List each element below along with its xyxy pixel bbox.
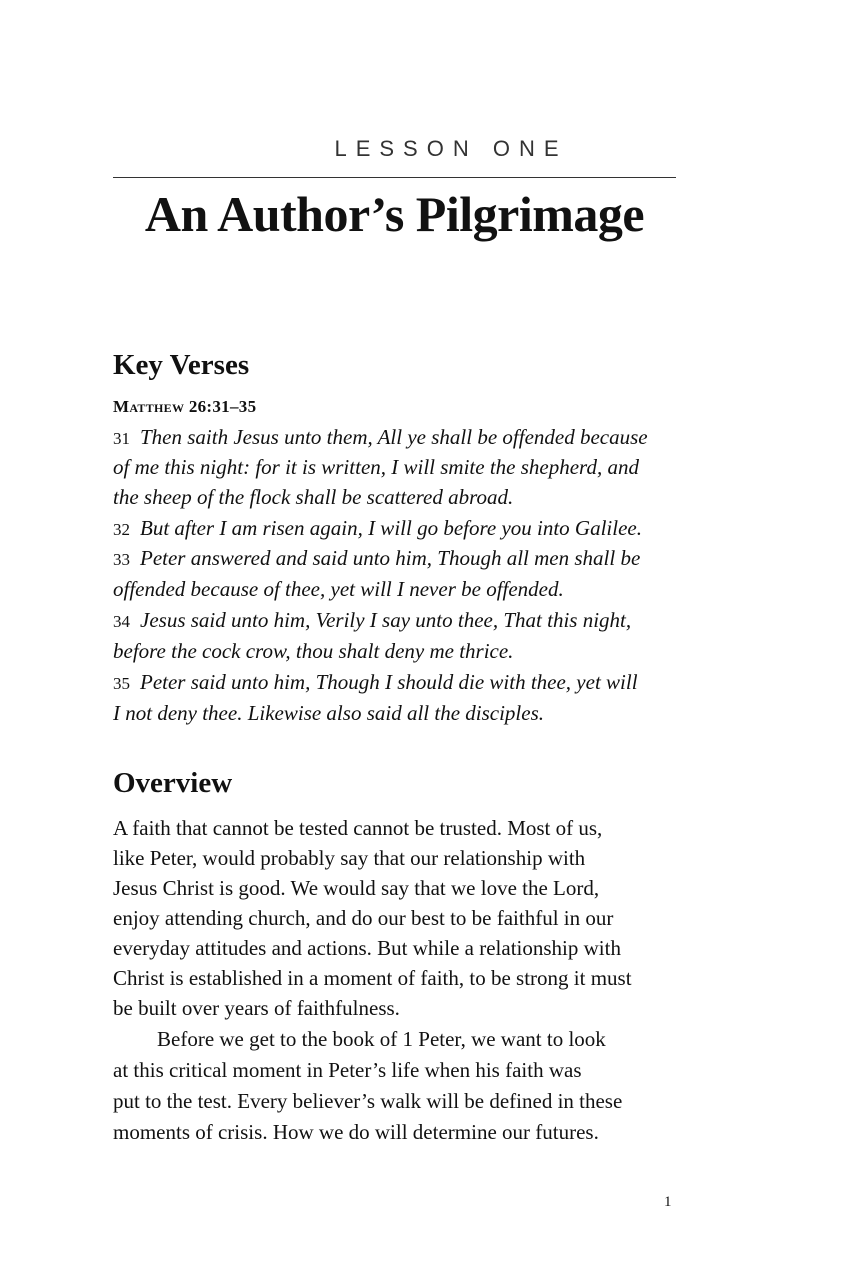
overview-line: enjoy attending church, and do our best to be faithful in our	[113, 906, 614, 930]
lesson-label: LESSON ONE	[334, 136, 568, 161]
overview-line: put to the test. Every believer’s walk will be defined in these	[113, 1089, 623, 1113]
verse-line	[113, 543, 640, 575]
overview-line: everyday attitudes and actions. But while a relationship with	[113, 936, 621, 960]
verse-line	[113, 482, 513, 512]
verse-line	[113, 698, 544, 728]
verse-number: 33	[113, 550, 130, 569]
overview-line: A faith that cannot be tested cannot be trusted. Most of us,	[113, 816, 603, 840]
key-verses-heading: Key Verses	[113, 349, 250, 381]
verse-text: Peter answered and said unto him, Though all men shall be	[140, 546, 641, 570]
verse-number: 34	[113, 612, 130, 631]
overview-line: Before we get to the book of 1 Peter, we want to look	[157, 1027, 606, 1051]
overview-line: moments of crisis. How we do will determine our futures.	[113, 1120, 599, 1144]
verse-line	[113, 452, 639, 482]
verse-text: Jesus said unto him, Verily I say unto thee, That this night,	[140, 608, 632, 632]
verse-text: the sheep of the flock shall be scattered abroad.	[113, 485, 514, 509]
page-title: An Author’s Pilgrimage	[144, 186, 645, 242]
verse-line	[113, 422, 648, 454]
verse-line	[113, 667, 638, 699]
verse-line	[113, 605, 631, 637]
verse-text: offended because of thee, yet will I never be offended.	[113, 577, 564, 601]
overview-line: be built over years of faithfulness.	[113, 996, 400, 1020]
verse-text: before the cock crow, thou shalt deny me thrice.	[113, 639, 514, 663]
verse-text: Peter said unto him, Though I should die with thee, yet will	[140, 670, 638, 694]
verse-line	[113, 574, 564, 604]
verse-line	[113, 636, 513, 666]
verse-text: But after I am risen again, I will go before you into Galilee.	[140, 516, 642, 540]
verse-text: I not deny thee. Likewise also said all the disciples.	[113, 701, 545, 725]
verse-number: 35	[113, 674, 130, 693]
verse-text: of me this night: for it is written, I will smite the shepherd, and	[113, 455, 639, 479]
page-number: 1	[664, 1194, 672, 1210]
verse-line	[113, 513, 642, 545]
title-rule	[113, 177, 676, 178]
overview-line: at this critical moment in Peter’s life when his faith was	[113, 1058, 582, 1082]
verse-number: 31	[113, 429, 130, 448]
overview-heading: Overview	[113, 767, 233, 799]
overview-line: like Peter, would probably say that our relationship with	[113, 846, 586, 870]
overview-line: Jesus Christ is good. We would say that we love the Lord,	[113, 876, 600, 900]
verse-text: Then saith Jesus unto them, All ye shall be offended because	[140, 425, 648, 449]
overview-line: Christ is established in a moment of faith, to be strong it must	[113, 966, 632, 990]
verse-number: 32	[113, 520, 130, 539]
scripture-reference: Matthew 26:31–35	[113, 397, 257, 416]
